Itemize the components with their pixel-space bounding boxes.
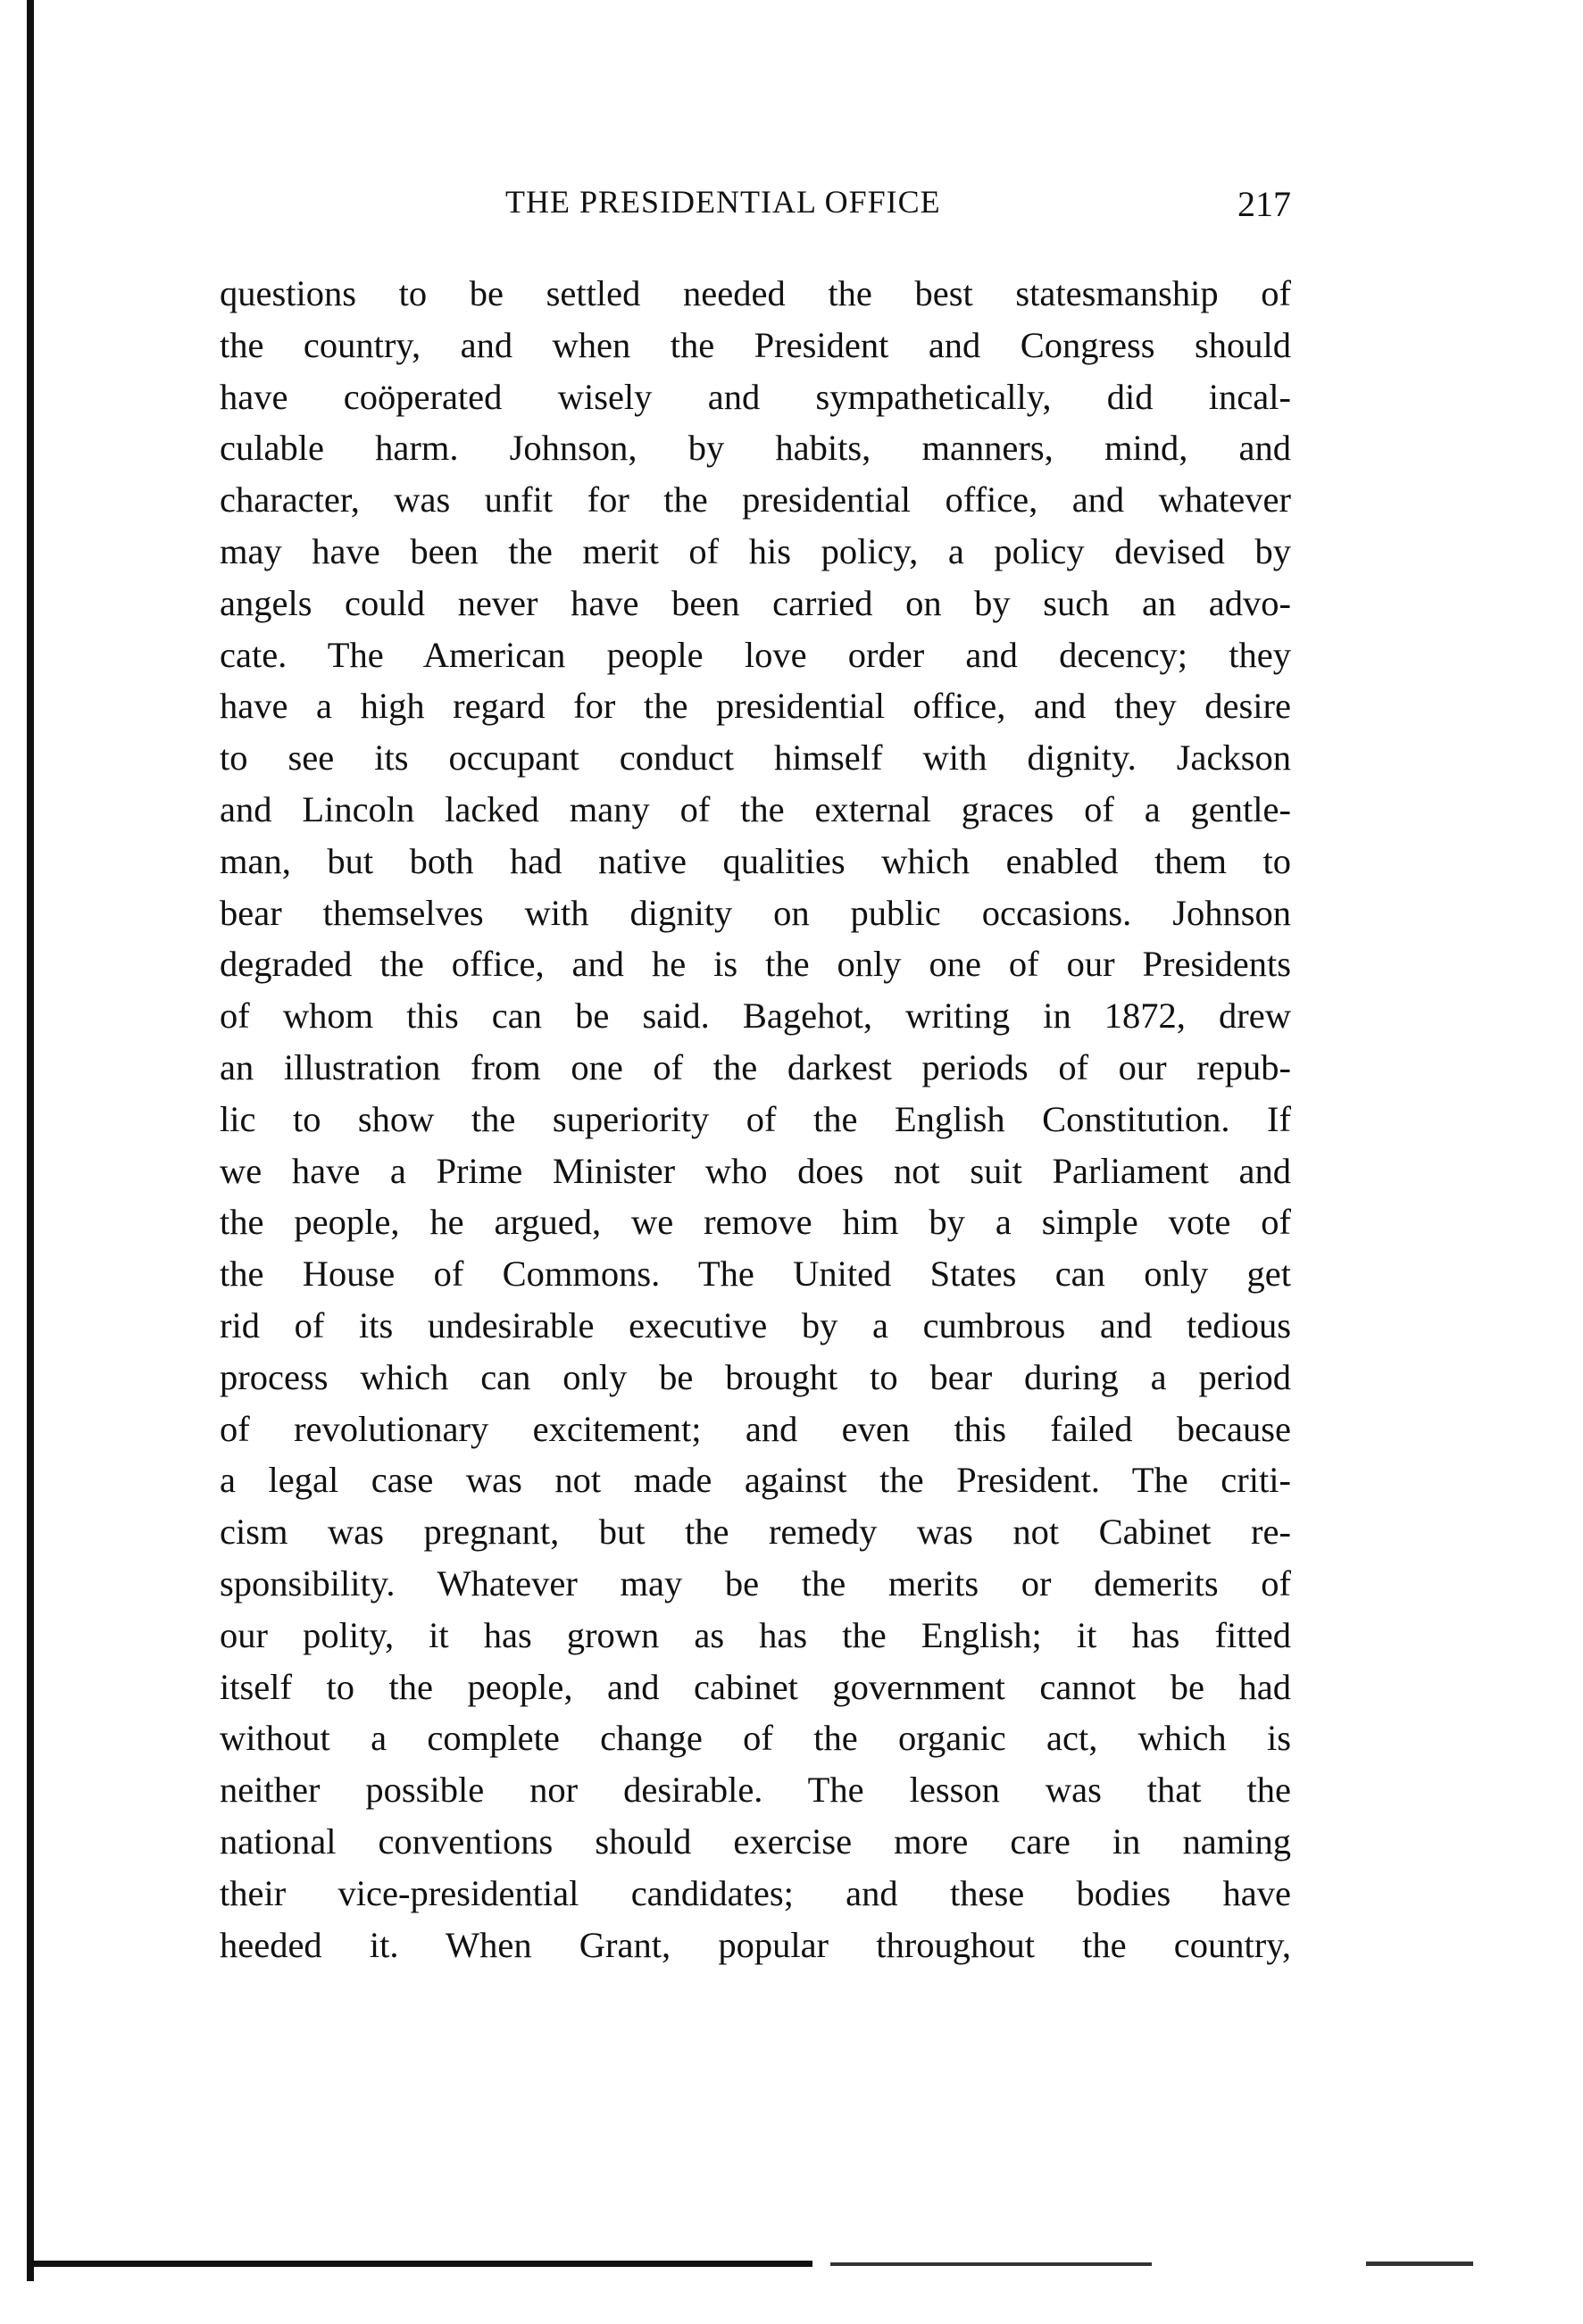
text-line: may have been the merit of his policy, a policy devised by (220, 530, 1291, 571)
text-line: an illustration from one of the darkest periods of our repub- (220, 1046, 1291, 1087)
text-line: man, but both had native qualities which enabled them to (220, 840, 1291, 881)
text-line: our polity, it has grown as has the English; it has fitted (220, 1614, 1291, 1655)
text-line: of whom this can be said. Bagehot, writing in 1872, drew (220, 995, 1291, 1037)
text-line: cate. The American people love order and decency; they (220, 634, 1291, 675)
text-line: we have a Prime Minister who does not suit Parliament and (220, 1150, 1291, 1191)
text-line: process which can only be brought to bear during a period (220, 1356, 1291, 1397)
text-line: their vice-presidential candidates; and these bodies have (220, 1872, 1291, 1913)
text-line: of revolutionary excitement; and even this failed because (220, 1408, 1291, 1449)
text-line: itself to the people, and cabinet government cannot be had (220, 1666, 1291, 1707)
text-line: have a high regard for the presidential office, and they desire (220, 686, 1291, 727)
text-line: angels could never have been carried on by such an advo- (220, 582, 1291, 623)
running-header (220, 183, 1291, 228)
running-title: THE PRESIDENTIAL OFFICE (505, 184, 941, 220)
text-line: neither possible nor desirable. The lesson was that the (220, 1770, 1291, 1811)
page-number: 217 (1237, 184, 1291, 224)
text-line: to see its occupant conduct himself with dignity. Jackson (220, 737, 1291, 779)
body-text (220, 268, 1291, 1970)
scan-edge-bottom (27, 2261, 812, 2267)
text-line: without a complete change of the organic act, which is (220, 1718, 1291, 1759)
text-line: degraded the office, and he is the only one of our Presidents (220, 944, 1291, 985)
text-line: the country, and when the President and Congress should (220, 324, 1291, 365)
text-line: national conventions should exercise more care in naming (220, 1820, 1291, 1862)
text-line: the people, he argued, we remove him by a simple vote of (220, 1202, 1291, 1243)
text-line: the House of Commons. The United States can only get (220, 1254, 1291, 1295)
text-line: sponsibility. Whatever may be the merits or demerits of (220, 1562, 1291, 1603)
text-line: character, was unfit for the presidential office, and whatever (220, 479, 1291, 521)
text-line: have coöperated wisely and sympathetically, did incal- (220, 376, 1291, 417)
text-line: rid of its undesirable executive by a cumbrous and tedious (220, 1304, 1291, 1345)
text-line: culable harm. Johnson, by habits, manners, mind, and (220, 428, 1291, 469)
text-line: questions to be settled needed the best statesmanship of (220, 273, 1291, 313)
text-line: bear themselves with dignity on public occasions. Johnson (220, 892, 1291, 933)
text-line: and Lincoln lacked many of the external graces of a gentle- (220, 788, 1291, 829)
scan-edge-bottom-mid (830, 2262, 1152, 2266)
text-line: a legal case was not made against the President. The criti- (220, 1460, 1291, 1501)
text-line: cism was pregnant, but the remedy was not Cabinet re- (220, 1512, 1291, 1553)
binding-edge (27, 0, 34, 2281)
scan-edge-bottom-right (1366, 2262, 1473, 2266)
text-line: lic to show the superiority of the English Constitution. If (220, 1098, 1291, 1139)
text-line: heeded it. When Grant, popular throughout the country, (220, 1924, 1291, 1965)
